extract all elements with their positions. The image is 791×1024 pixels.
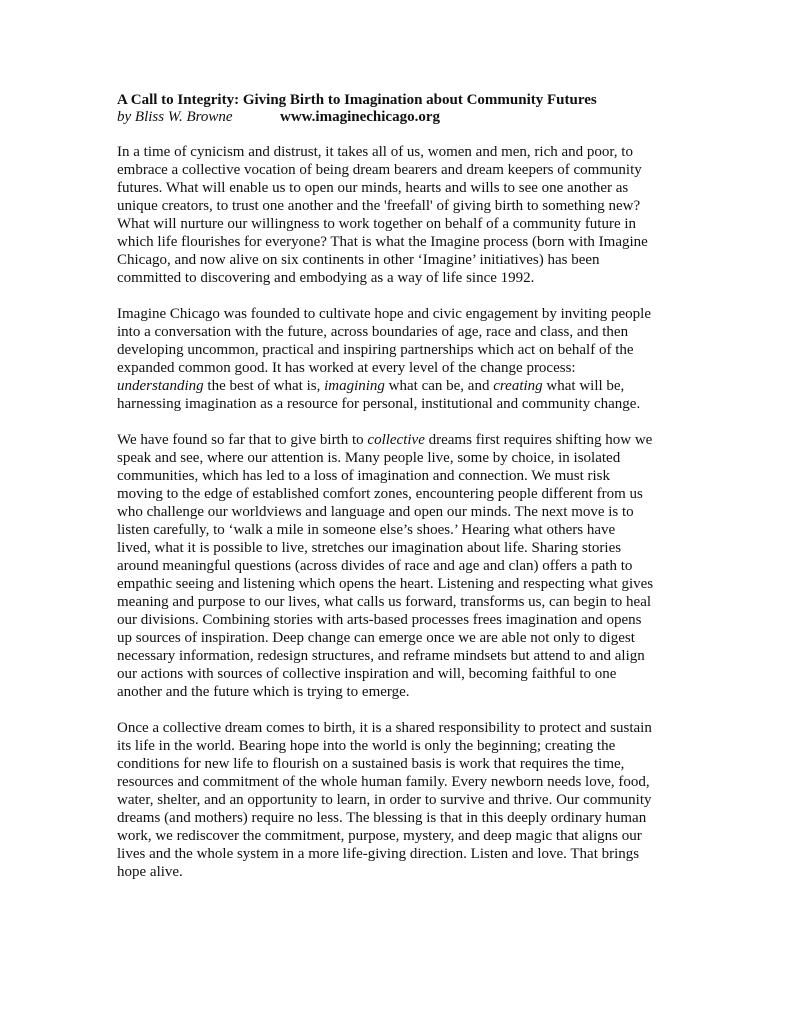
paragraph-line: necessary information, redesign structures, and reframe mindsets but attend to and align xyxy=(117,648,645,664)
paragraph-line: into a conversation with the future, across boundaries of age, race and class, and then xyxy=(117,324,629,340)
paragraph-line: lives and the whole system in a more life-giving direction. Listen and love. That brings xyxy=(117,846,640,862)
paragraph-line: lived, what it is possible to live, stretches our imagination about life. Sharing stories xyxy=(117,540,622,556)
emphasis-imagining: imagining xyxy=(324,378,385,394)
paragraph-line: listen carefully, to ‘walk a mile in someone else’s shoes.’ Hearing what others have xyxy=(117,522,616,538)
paragraph-1 xyxy=(117,143,677,287)
text-run: the best of what is, xyxy=(203,378,325,394)
paragraph-line: harnessing imagination as a resource for personal, institutional and community change. xyxy=(117,396,641,412)
paragraph-line: empathic seeing and listening which opens the heart. Listening and respecting what gives xyxy=(117,576,654,592)
paragraph-line: water, shelter, and an opportunity to learn, in order to survive and thrive. Our community xyxy=(117,792,652,808)
paragraph-line: who challenge our worldviews and language and open our minds. The next move is to xyxy=(117,504,634,520)
paragraph-line: embrace a collective vocation of being dream bearers and dream keepers of community xyxy=(117,162,642,178)
document-page xyxy=(117,92,677,899)
document-title: A Call to Integrity: Giving Birth to Imagination about Community Futures xyxy=(117,92,597,108)
paragraph-line: unique creators, to trust one another and the 'freefall' of giving birth to something new? xyxy=(117,198,641,214)
paragraph-line-mixed xyxy=(117,431,677,449)
paragraph-line: work, we rediscover the commitment, purpose, mystery, and deep magic that aligns our xyxy=(117,828,642,844)
paragraph-line: our actions with sources of collective inspiration and will, becoming faithful to one xyxy=(117,666,617,682)
paragraph-line: communities, which has led to a loss of imagination and connection. We must risk xyxy=(117,468,611,484)
paragraph-line: speak and see, where our attention is. Many people live, some by choice, in isolated xyxy=(117,450,621,466)
paragraph-line: Once a collective dream comes to birth, it is a shared responsibility to protect and sustain xyxy=(117,720,652,736)
author-name: by Bliss W. Browne xyxy=(117,109,233,125)
paragraph-line: up sources of inspiration. Deep change can emerge once we are able not only to digest xyxy=(117,630,635,646)
paragraph-line: hope alive. xyxy=(117,864,183,880)
paragraph-line: which life flourishes for everyone? That is what the Imagine process (born with Imagine xyxy=(117,234,648,250)
paragraph-line: expanded common good. It has worked at every level of the change process: xyxy=(117,360,576,376)
website-link[interactable]: www.imaginechicago.org xyxy=(280,109,440,125)
paragraph-3 xyxy=(117,431,677,701)
byline xyxy=(117,109,677,126)
emphasis-collective: collective xyxy=(367,432,425,448)
text-run: dreams first requires shifting how we xyxy=(424,432,653,448)
paragraph-line: our divisions. Combining stories with arts-based processes frees imagination and opens xyxy=(117,612,642,628)
text-run: We have found so far that to give birth to xyxy=(117,432,368,448)
paragraph-4 xyxy=(117,719,677,881)
text-run: what will be, xyxy=(542,378,625,394)
paragraph-line: conditions for new life to flourish on a sustained basis is work that requires the time, xyxy=(117,756,625,772)
paragraph-line: Chicago, and now alive on six continents in other ‘Imagine’ initiatives) has been xyxy=(117,252,600,268)
paragraph-line: around meaningful questions (across divides of race and age and clan) offers a path to xyxy=(117,558,633,574)
paragraph-line: its life in the world. Bearing hope into the world is only the beginning; creating the xyxy=(117,738,616,754)
paragraph-line: another and the future which is trying to emerge. xyxy=(117,684,410,700)
paragraph-line: futures. What will enable us to open our minds, hearts and wills to see one another as xyxy=(117,180,629,196)
paragraph-line: What will nurture our willingness to work together on behalf of a community future in xyxy=(117,216,637,232)
paragraph-line: committed to discovering and embodying as a way of life since 1992. xyxy=(117,270,535,286)
emphasis-creating: creating xyxy=(493,378,543,394)
paragraph-line: dreams (and mothers) require no less. The blessing is that in this deeply ordinary human xyxy=(117,810,647,826)
paragraph-line: moving to the edge of established comfort zones, encountering people different from us xyxy=(117,486,643,502)
paragraph-line: resources and commitment of the whole human family. Every newborn needs love, food, xyxy=(117,774,650,790)
text-run: what can be, and xyxy=(384,378,494,394)
paragraph-line: meaning and purpose to our lives, what calls us forward, transforms us, can begin to heal xyxy=(117,594,652,610)
paragraph-line: In a time of cynicism and distrust, it takes all of us, women and men, rich and poor, to xyxy=(117,144,633,160)
paragraph-line: Imagine Chicago was founded to cultivate hope and civic engagement by inviting people xyxy=(117,306,652,322)
paragraph-2 xyxy=(117,305,677,413)
emphasis-understanding: understanding xyxy=(117,378,204,394)
paragraph-line-mixed xyxy=(117,377,677,395)
paragraph-line: developing uncommon, practical and inspiring partnerships which act on behalf of the xyxy=(117,342,634,358)
